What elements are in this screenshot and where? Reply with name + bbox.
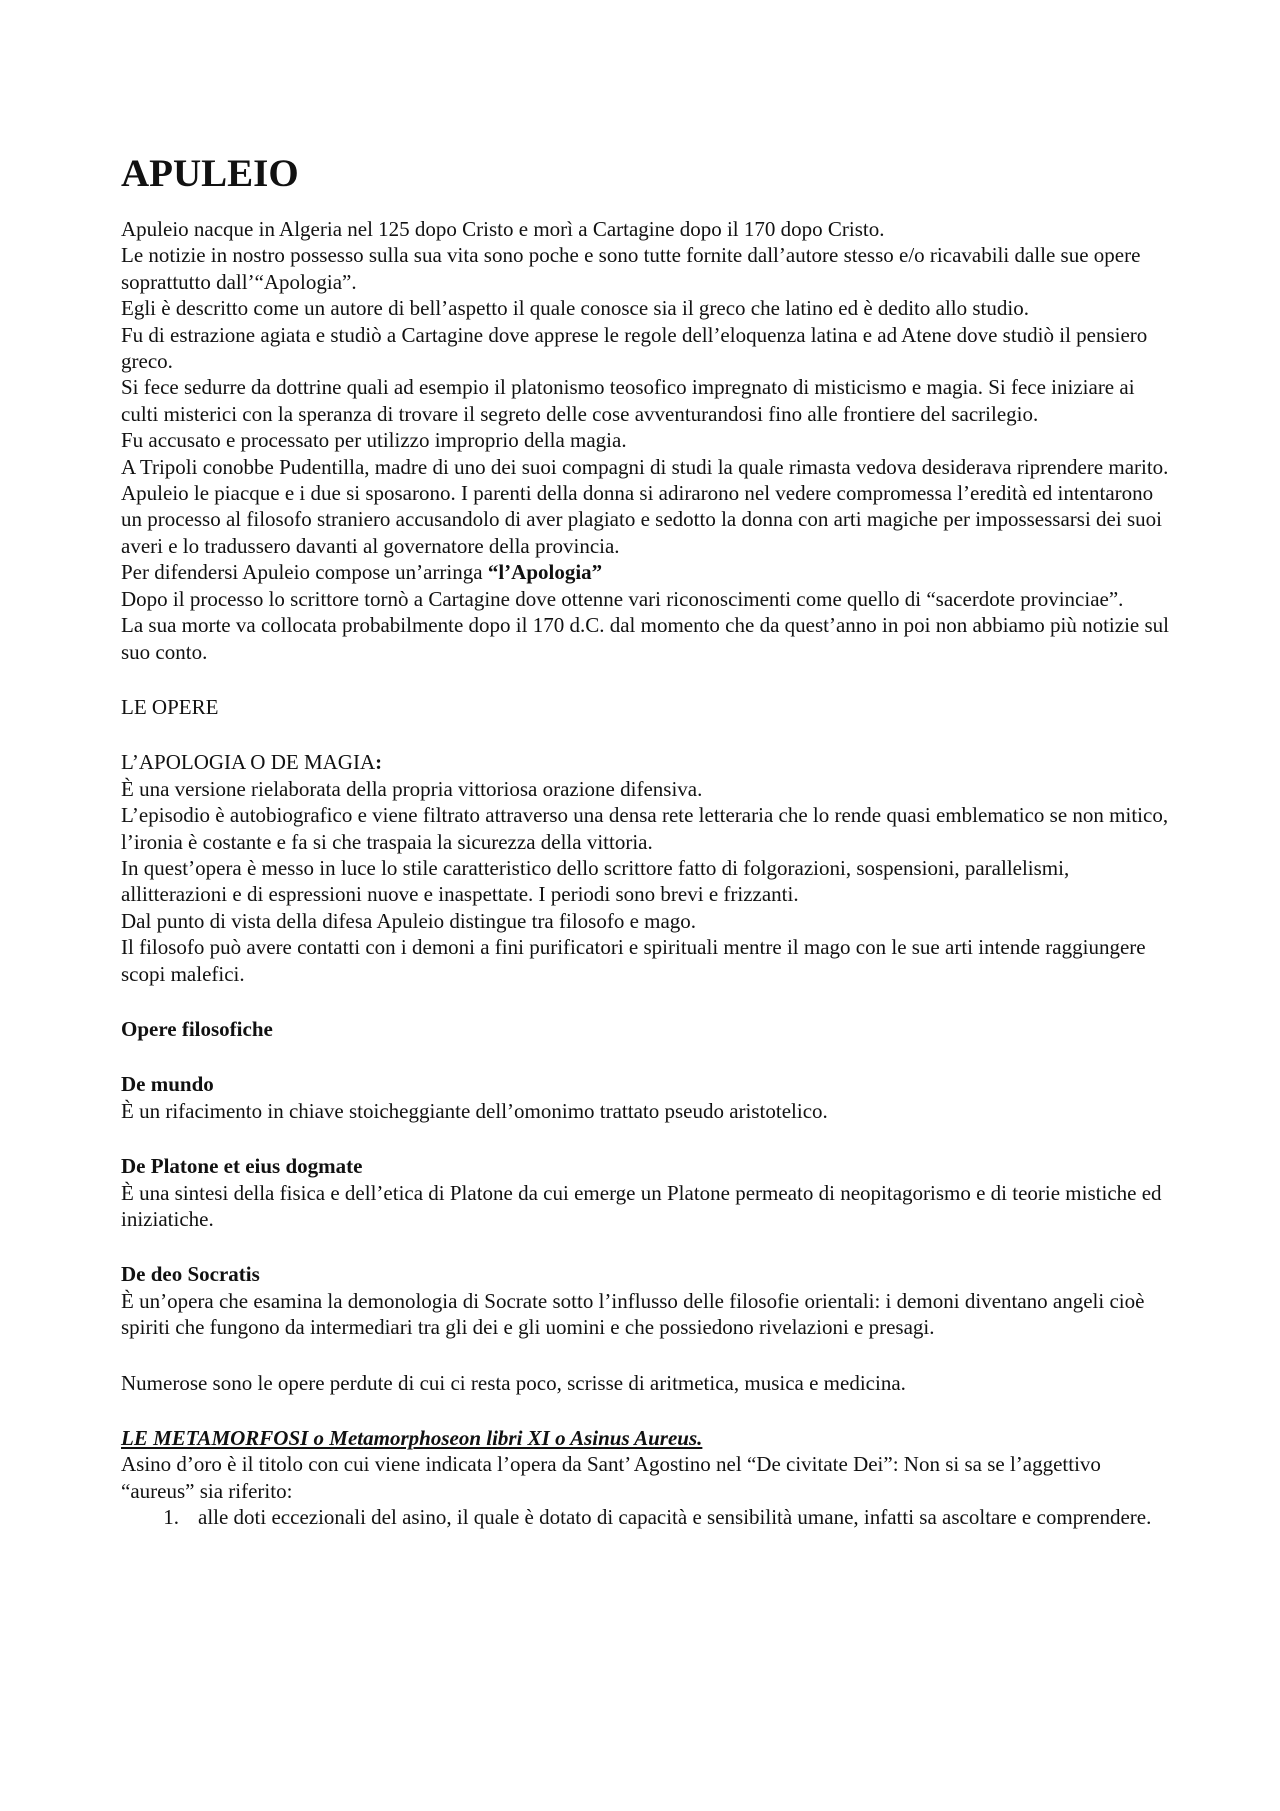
bio-paragraph: La sua morte va collocata probabilmente dopo il 170 d.C. dal momento che da quest’anno in poi non abbiamo più notizie sul suo conto. (121, 613, 1170, 664)
apologia-title-bold: “l’Apologia” (487, 560, 603, 585)
spacer (121, 1124, 1171, 1153)
de-deo-title: De deo Socratis (121, 1262, 260, 1287)
metamorfosi-section (121, 1425, 1171, 1531)
bio-paragraph: Fu accusato e processato per utilizzo improprio della magia. (121, 428, 627, 453)
numbered-list (121, 1504, 1171, 1530)
apologia-lead-text: Per difendersi Apuleio compose un’arringa (121, 560, 488, 585)
spacer (121, 1396, 1171, 1425)
list-item-number: 1. (163, 1505, 179, 1530)
filosofiche-heading: Opere filosofiche (121, 1016, 273, 1041)
biography-section (121, 216, 1171, 665)
de-deo-text: È un’opera che esamina la demonologia di Socrate sotto l’influsso delle filosofie orientali: i demoni diventano angeli cioè spiriti che fungono da intermediari tra gli dei e gli uomini e che possiedono rivelazioni e presagi. (121, 1288, 1145, 1340)
de-platone-section (121, 1153, 1171, 1232)
document-page (121, 150, 1171, 1531)
list-item-text: alle doti eccezionali del asino, il quale è dotato di capacità e sensibilità umane, infatti sa ascoltare e comprendere. (198, 1505, 1152, 1530)
apologia-heading-text: L’APOLOGIA O DE MAGIA (121, 750, 376, 775)
list-item (121, 1504, 1171, 1530)
de-mundo-text: È un rifacimento in chiave stoicheggiante dell’omonimo trattato pseudo aristotelico. (121, 1098, 828, 1123)
de-platone-title: De Platone et eius dogmate (121, 1154, 363, 1179)
apologia-paragraph: Dal punto di vista della difesa Apuleio distingue tra filosofo e mago. (121, 908, 697, 933)
apologia-paragraph: È una versione rielaborata della propria vittoriosa orazione difensiva. (121, 776, 703, 801)
bio-paragraph: Apuleio nacque in Algeria nel 125 dopo Cristo e morì a Cartagine dopo il 170 dopo Cristo. (121, 217, 885, 241)
spacer (121, 720, 1171, 749)
de-mundo-title: De mundo (121, 1072, 214, 1097)
opere-perdute-paragraph: Numerose sono le opere perdute di cui ci resta poco, scrisse di aritmetica, musica e medicina. (121, 1370, 906, 1395)
apologia-paragraph: Il filosofo può avere contatti con i demoni a fini purificatori e spirituali mentre il mago con le sue arti intende raggiungere scopi malefici. (121, 935, 1146, 986)
bio-paragraph (121, 559, 1171, 585)
metamorfosi-paragraph: Asino d’oro è il titolo con cui viene indicata l’opera da Sant’ Agostino nel “De civitate Dei”: Non si sa se l’aggettivo “aureus” sia riferito: (121, 1452, 1101, 1503)
bio-paragraph: Si fece sedurre da dottrine quali ad esempio il platonismo teosofico impregnato di misticismo e magia. Si fece iniziare ai culti misterici con la speranza di trovare il segreto delle cose avventurandosi fino alle frontiere del sacrilegio. (121, 375, 1135, 426)
metamorfosi-heading: LE METAMORFOSI o Metamorphoseon libri XI o Asinus Aureus. (121, 1426, 703, 1451)
apologia-section (121, 749, 1171, 987)
bio-paragraph: A Tripoli conobbe Pudentilla, madre di uno dei suoi compagni di studi la quale rimasta vedova desiderava riprendere marito. Apuleio le piacque e i due si sposarono. I parenti della donna si adirarono nel vedere compromessa l’eredità ed intentarono un processo al filosofo straniero accusandolo di aver plagiato e sedotto la donna con arti magiche per impossessarsi dei suoi averi e lo tradussero davanti al governatore della provincia. (121, 454, 1169, 558)
apologia-heading (121, 749, 1171, 775)
apologia-paragraph: L’episodio è autobiografico e viene filtrato attraverso una densa rete letteraria che lo rende quasi emblematico se non mitico, l’ironia è costante e fa si che traspaia la sicurezza della vittoria. (121, 803, 1169, 854)
spacer (121, 1042, 1171, 1071)
document-title: APULEIO (121, 152, 299, 195)
opere-heading: LE OPERE (121, 694, 219, 719)
spacer (121, 665, 1171, 694)
bio-paragraph: Fu di estrazione agiata e studiò a Cartagine dove apprese le regole dell’eloquenza latina e ad Atene dove studiò il pensiero greco. (121, 322, 1148, 374)
de-platone-text: È una sintesi della fisica e dell’etica di Platone da cui emerge un Platone permeato di neopitagorismo e di teorie mistiche ed iniziatiche. (121, 1180, 1162, 1231)
apologia-heading-colon: : (375, 750, 383, 775)
spacer (121, 1341, 1171, 1370)
de-deo-section (121, 1261, 1171, 1340)
spacer (121, 987, 1171, 1016)
bio-paragraph: Dopo il processo lo scrittore tornò a Cartagine dove ottenne vari riconoscimenti come quello di “sacerdote provinciae”. (121, 586, 1124, 611)
bio-paragraph: Le notizie in nostro possesso sulla sua vita sono poche e sono tutte fornite dall’autore stesso e/o ricavabili dalle sue opere soprattutto dall’“Apologia”. (121, 243, 1141, 294)
apologia-paragraph: In quest’opera è messo in luce lo stile caratteristico dello scrittore fatto di folgorazioni, sospensioni, parallelismi, allitterazioni e di espressioni nuove e inaspettate. I periodi sono brevi e frizzanti. (121, 855, 1070, 907)
de-mundo-section (121, 1071, 1171, 1124)
spacer (121, 1232, 1171, 1261)
bio-paragraph: Egli è descritto come un autore di bell’aspetto il quale conosce sia il greco che latino ed è dedito allo studio. (121, 296, 1029, 321)
